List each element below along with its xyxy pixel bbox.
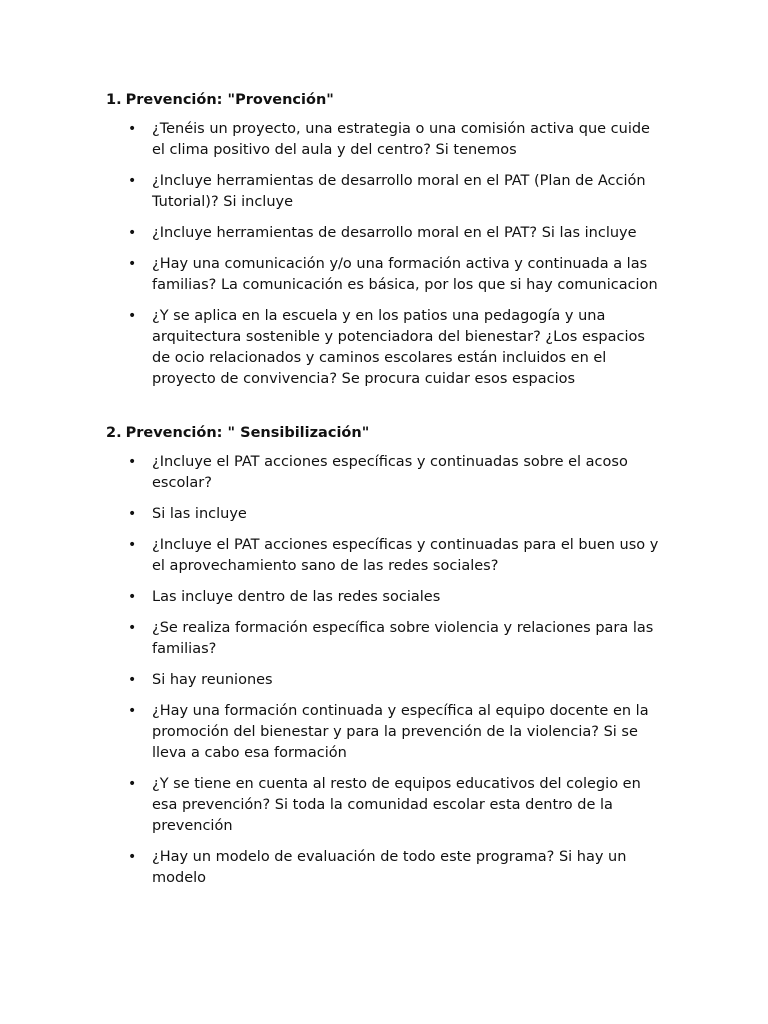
list-item-text: ¿Hay una comunicación y/o una formación activa y continuada a las familias? La comunicación es básica, por los que si hay comunicacion: [152, 256, 658, 293]
bullet-icon: •: [128, 506, 137, 522]
list-item-text: ¿Incluye el PAT acciones específicas y continuadas para el buen uso y el aprovechamiento sano de las redes sociales?: [152, 537, 659, 574]
bullet-icon: •: [128, 454, 137, 470]
list-item-text: ¿Hay un modelo de evaluación de todo este programa? Si hay un modelo: [152, 849, 627, 886]
section-title: Prevención: " Sensibilización": [125, 425, 370, 441]
bullet-icon: •: [128, 703, 137, 719]
list-item-text: ¿Tenéis un proyecto, una estrategia o una comisión activa que cuide el clima positivo del aula y del centro? Si tenemos: [152, 121, 650, 158]
list-item: [106, 587, 666, 608]
list-item-text: Si las incluye: [152, 506, 247, 522]
section-number: 2.: [106, 425, 122, 441]
bullet-icon: •: [128, 589, 137, 605]
section-heading: [106, 423, 666, 444]
list-item: [106, 701, 666, 764]
list-item: [106, 847, 666, 889]
list-item: [106, 535, 666, 577]
list-item: [106, 452, 666, 494]
list-item-text: Si hay reuniones: [152, 672, 273, 688]
list-item-text: ¿Y se tiene en cuenta al resto de equipos educativos del colegio en esa prevención? Si toda la comunidad escolar esta dentro de la prevención: [152, 776, 641, 834]
section-number: 1.: [106, 92, 122, 108]
bullet-list: [106, 119, 666, 390]
bullet-icon: •: [128, 308, 137, 324]
list-item-text: Las incluye dentro de las redes sociales: [152, 589, 441, 605]
list-item-text: ¿Y se aplica en la escuela y en los patios una pedagogía y una arquitectura sostenible y potenciadora del bienestar? ¿Los espacios de ocio relacionados y caminos escolares están incluidos en el proyecto de convivencia? Se procura cuidar esos espacios: [152, 308, 645, 387]
list-item: [106, 119, 666, 161]
list-item: [106, 774, 666, 837]
list-item-text: ¿Incluye herramientas de desarrollo moral en el PAT? Si las incluye: [152, 225, 637, 241]
bullet-icon: •: [128, 256, 137, 272]
list-item: [106, 618, 666, 660]
list-item-text: ¿Incluye el PAT acciones específicas y continuadas sobre el acoso escolar?: [152, 454, 628, 491]
bullet-icon: •: [128, 173, 137, 189]
list-item: [106, 171, 666, 213]
list-item: [106, 223, 666, 244]
bullet-icon: •: [128, 537, 137, 553]
list-item-text: ¿Se realiza formación específica sobre violencia y relaciones para las familias?: [152, 620, 654, 657]
list-item-text: ¿Hay una formación continuada y específica al equipo docente en la promoción del bienestar y para la prevención de la violencia? Si se lleva a cabo esa formación: [152, 703, 649, 761]
bullet-icon: •: [128, 225, 137, 241]
list-item: [106, 254, 666, 296]
bullet-icon: •: [128, 121, 137, 137]
section-heading: [106, 90, 666, 111]
section-2: [106, 423, 666, 899]
section-1: [106, 90, 666, 400]
section-title: Prevención: "Provención": [125, 92, 334, 108]
list-item-text: ¿Incluye herramientas de desarrollo moral en el PAT (Plan de Acción Tutorial)? Si incluye: [152, 173, 646, 210]
bullet-icon: •: [128, 672, 137, 688]
bullet-icon: •: [128, 620, 137, 636]
bullet-icon: •: [128, 776, 137, 792]
bullet-list: [106, 452, 666, 889]
list-item: [106, 306, 666, 390]
bullet-icon: •: [128, 849, 137, 865]
list-item: [106, 504, 666, 525]
list-item: [106, 670, 666, 691]
